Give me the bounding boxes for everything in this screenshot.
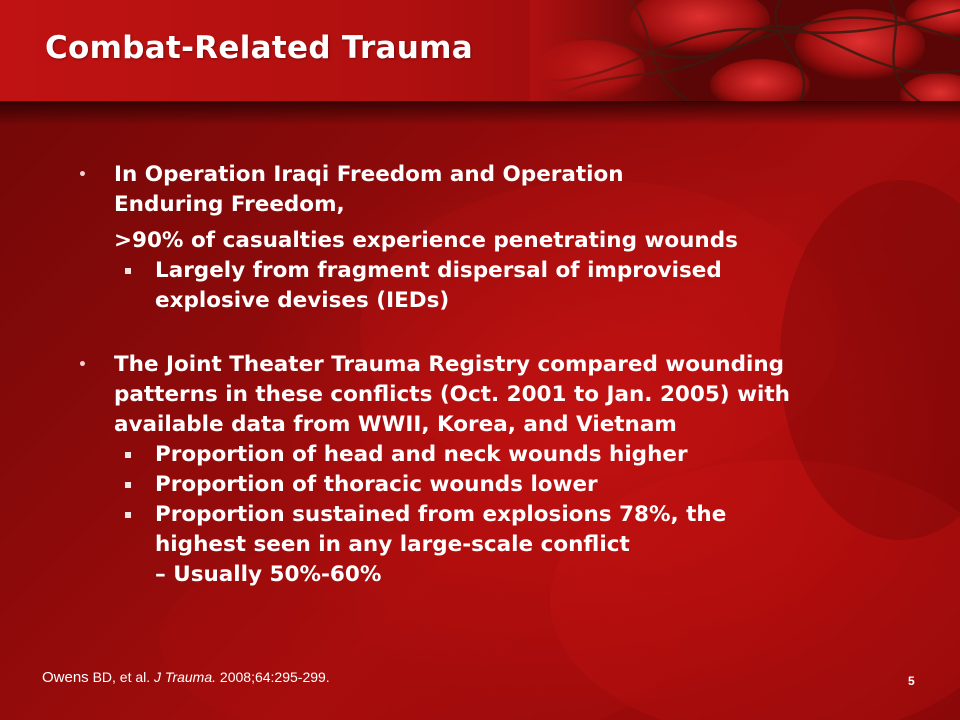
sub-bullet-text-line: explosive devises (IEDs) xyxy=(155,288,450,313)
bullet-item xyxy=(74,350,894,440)
citation-journal: J Trauma. xyxy=(154,669,217,685)
sub-bullet-text-line: highest seen in any large-scale conflict xyxy=(155,532,630,557)
bullet-block-2 xyxy=(74,350,894,590)
sub-bullet-text-line: Largely from fragment dispersal of improvised xyxy=(155,258,722,283)
sub-bullet-item xyxy=(74,470,894,500)
sub-bullet-item xyxy=(74,256,894,316)
bullet-dot-icon: • xyxy=(78,357,87,373)
sub-bullet-item xyxy=(74,500,894,590)
citation-author: Owens xyxy=(42,669,89,686)
sub-bullet-text-line: Proportion sustained from explosions 78%, the xyxy=(155,502,727,527)
bullet-text-line: Enduring Freedom, xyxy=(114,192,345,217)
bullet-text-line: available data from WWII, Korea, and Vietnam xyxy=(114,412,677,437)
citation-footer xyxy=(42,669,330,686)
citation-authors-rest: BD, et al. xyxy=(88,669,155,685)
bullet-continuation: >90% of casualties experience penetrating wounds xyxy=(114,228,738,253)
blood-cells-header-art xyxy=(530,0,960,102)
square-bullet-icon xyxy=(125,452,131,458)
square-bullet-icon xyxy=(125,512,131,518)
square-bullet-icon xyxy=(125,268,131,274)
square-bullet-icon xyxy=(125,482,131,488)
page-number: 5 xyxy=(908,674,915,688)
bullet-item xyxy=(74,160,894,220)
citation-details: 2008;64:295-299. xyxy=(216,669,330,685)
header-shadow-divider xyxy=(0,101,960,125)
sub-bullet-text-line: Proportion of head and neck wounds higher xyxy=(155,442,688,467)
header-band xyxy=(0,0,960,102)
bullet-dot-icon: • xyxy=(78,167,87,183)
sub-bullet-text-line: Proportion of thoracic wounds lower xyxy=(155,472,598,497)
sub-bullet-text-line: – Usually 50%-60% xyxy=(155,562,382,587)
bullet-text-line: The Joint Theater Trauma Registry compared wounding xyxy=(114,352,785,377)
sub-bullet-item xyxy=(74,440,894,470)
bullet-block-1 xyxy=(74,160,894,316)
slide-title: Combat-Related Trauma xyxy=(45,30,473,66)
bullet-text-line: In Operation Iraqi Freedom and Operation xyxy=(114,162,624,187)
slide-content xyxy=(74,160,894,590)
bullet-text-line: patterns in these conflicts (Oct. 2001 to Jan. 2005) with xyxy=(114,382,790,407)
